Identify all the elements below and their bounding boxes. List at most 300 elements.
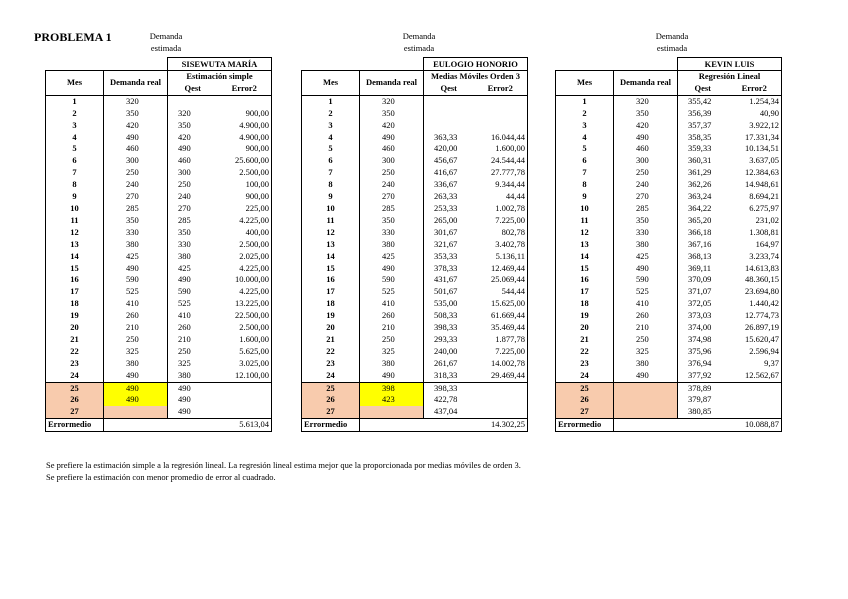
estimate-cell: 361,29	[688, 167, 712, 178]
table-row	[46, 382, 272, 394]
month-cell: 1	[556, 95, 614, 107]
estimate-cell: 325	[178, 357, 191, 368]
real-demand-cell: 590	[614, 274, 678, 286]
squared-error-cell: 900,00	[218, 143, 272, 155]
estimate-cell: 300	[178, 167, 191, 178]
table-row	[302, 286, 528, 298]
squared-error-cell: 3.025,00	[218, 358, 272, 370]
month-cell: 6	[46, 155, 104, 167]
squared-error-cell	[474, 108, 528, 120]
table-row	[556, 286, 782, 298]
estimate-cell: 490	[168, 394, 218, 406]
estimate-cell: 372,05	[688, 298, 712, 309]
responsible-name: KEVIN LUIS	[678, 58, 782, 71]
table-row	[46, 239, 272, 251]
month-cell: 24	[302, 370, 360, 382]
column-header-mes: Mes	[46, 71, 104, 96]
month-cell: 25	[46, 382, 104, 394]
estimate-cell: 250	[178, 345, 191, 356]
table-row	[302, 191, 528, 203]
month-cell: 27	[302, 406, 360, 418]
table-row	[46, 143, 272, 155]
squared-error-cell: 15.625,00	[474, 298, 528, 310]
squared-error-cell: 17.331,34	[728, 132, 782, 144]
estimate-cell: 210	[178, 333, 191, 344]
table-row	[302, 310, 528, 322]
table-row	[302, 143, 528, 155]
real-demand-cell	[104, 406, 168, 418]
table-row	[302, 346, 528, 358]
estimate-cell: 357,37	[688, 119, 712, 130]
table-row	[46, 95, 272, 107]
month-cell: 11	[556, 215, 614, 227]
month-cell: 23	[302, 358, 360, 370]
month-cell: 10	[556, 203, 614, 215]
month-cell: 7	[302, 167, 360, 179]
table-row	[556, 346, 782, 358]
table-row	[556, 227, 782, 239]
month-cell: 5	[302, 143, 360, 155]
month-cell: 23	[556, 358, 614, 370]
real-demand-cell: 320	[104, 95, 168, 107]
estimate-cell: 359,33	[688, 143, 712, 154]
forecast-table	[45, 57, 272, 432]
estimate-cell: 240	[178, 191, 191, 202]
month-cell: 20	[302, 322, 360, 334]
forecast-table	[301, 57, 528, 432]
month-cell: 7	[46, 167, 104, 179]
month-cell: 16	[46, 274, 104, 286]
real-demand-cell: 380	[360, 358, 424, 370]
error-medio-label: Errormedio	[46, 419, 104, 432]
table-row	[556, 95, 782, 107]
table-row	[556, 370, 782, 382]
table-row	[302, 358, 528, 370]
month-cell: 8	[302, 179, 360, 191]
demanda-estimada-caption: Demanda	[402, 31, 436, 41]
squared-error-cell: 3.922,12	[728, 120, 782, 132]
method-label: Estimación simple	[168, 71, 272, 83]
table-row	[46, 358, 272, 370]
squared-error-cell: 13.225,00	[218, 298, 272, 310]
squared-error-cell: 24.544,44	[474, 155, 528, 167]
real-demand-cell: 260	[104, 310, 168, 322]
table-row	[302, 298, 528, 310]
real-demand-cell: 250	[360, 334, 424, 346]
month-cell: 12	[302, 227, 360, 239]
table-row	[302, 382, 528, 394]
month-cell: 4	[556, 132, 614, 144]
squared-error-cell: 3.233,74	[728, 251, 782, 263]
month-cell: 1	[46, 95, 104, 107]
squared-error-cell: 6.275,97	[728, 203, 782, 215]
month-cell: 2	[302, 108, 360, 120]
table-row	[302, 167, 528, 179]
real-demand-cell: 300	[360, 155, 424, 167]
estimate-cell	[168, 95, 218, 107]
squared-error-cell: 10.134,51	[728, 143, 782, 155]
estimate-cell: 490	[168, 382, 218, 394]
real-demand-cell: 460	[360, 143, 424, 155]
table-row	[302, 239, 528, 251]
table-row	[46, 203, 272, 215]
column-header-qest: Qest	[424, 83, 474, 95]
table-row	[302, 370, 528, 382]
month-cell: 21	[556, 334, 614, 346]
table-row	[302, 274, 528, 286]
squared-error-cell: 26.897,19	[728, 322, 782, 334]
estimate-cell: 420,00	[434, 143, 458, 154]
table-row	[302, 120, 528, 132]
squared-error-cell: 5.625,00	[218, 346, 272, 358]
estimate-cell: 501,67	[434, 286, 458, 297]
column-header-qest: Qest	[168, 83, 218, 95]
table-row	[46, 251, 272, 263]
squared-error-cell: 100,00	[218, 179, 272, 191]
month-cell: 13	[302, 239, 360, 251]
table-row	[556, 203, 782, 215]
squared-error-cell: 15.620,47	[728, 334, 782, 346]
estimate-cell: 355,42	[688, 95, 712, 106]
squared-error-cell	[728, 394, 782, 406]
real-demand-cell: 525	[360, 286, 424, 298]
table-row	[556, 143, 782, 155]
column-header-demanda-real: Demanda real	[104, 71, 168, 96]
real-demand-cell: 490	[104, 370, 168, 382]
real-demand-cell: 425	[614, 251, 678, 263]
month-cell: 13	[46, 239, 104, 251]
estimate-cell: 410	[178, 310, 191, 321]
demanda-estimada-caption: estimada	[656, 43, 688, 53]
real-demand-cell: 420	[360, 120, 424, 132]
estimate-cell: 590	[178, 286, 191, 297]
estimate-cell: 369,11	[688, 262, 712, 273]
error-medio-label: Errormedio	[556, 419, 614, 432]
squared-error-cell	[218, 406, 272, 418]
month-cell: 2	[46, 108, 104, 120]
month-cell: 3	[46, 120, 104, 132]
real-demand-cell: 300	[614, 155, 678, 167]
real-demand-cell: 260	[614, 310, 678, 322]
real-demand-cell: 350	[104, 215, 168, 227]
table-row	[556, 358, 782, 370]
month-cell: 11	[302, 215, 360, 227]
month-cell: 10	[46, 203, 104, 215]
real-demand-cell: 425	[104, 251, 168, 263]
forecast-table	[555, 57, 782, 432]
estimate-cell: 368,13	[688, 250, 712, 261]
table-row	[302, 95, 528, 107]
real-demand-cell: 250	[360, 167, 424, 179]
squared-error-cell: 44,44	[474, 191, 528, 203]
squared-error-cell	[728, 406, 782, 418]
estimate-cell: 263,33	[434, 191, 458, 202]
column-header-qest: Qest	[678, 83, 728, 95]
estimate-cell: 371,07	[688, 286, 712, 297]
estimate-cell: 378,89	[678, 382, 728, 394]
estimate-cell: 377,92	[688, 369, 712, 380]
table-row	[556, 251, 782, 263]
month-cell: 21	[302, 334, 360, 346]
table-row	[302, 155, 528, 167]
estimate-cell: 358,35	[688, 131, 712, 142]
squared-error-cell: 2.500,00	[218, 167, 272, 179]
squared-error-cell: 12.774,73	[728, 310, 782, 322]
squared-error-cell: 22.500,00	[218, 310, 272, 322]
squared-error-cell	[474, 394, 528, 406]
real-demand-cell: 320	[614, 95, 678, 107]
squared-error-cell: 1.877,78	[474, 334, 528, 346]
estimate-cell: 285	[178, 214, 191, 225]
real-demand-cell: 410	[360, 298, 424, 310]
month-cell: 24	[556, 370, 614, 382]
error-medio-value: 10.088,87	[728, 419, 782, 432]
squared-error-cell: 1.254,34	[728, 95, 782, 107]
squared-error-cell	[474, 120, 528, 132]
month-cell: 18	[302, 298, 360, 310]
real-demand-cell: 525	[614, 286, 678, 298]
real-demand-cell: 210	[104, 322, 168, 334]
estimate-cell: 350	[178, 119, 191, 130]
estimate-cell: 425	[178, 262, 191, 273]
method-label: Medias Móviles Orden 3	[424, 71, 528, 83]
estimate-cell	[424, 95, 474, 107]
estimate-cell: 431,67	[434, 274, 458, 285]
real-demand-cell: 325	[614, 346, 678, 358]
real-demand-cell: 410	[614, 298, 678, 310]
estimate-cell: 370,09	[688, 274, 712, 285]
table-row	[46, 274, 272, 286]
real-demand-cell: 250	[614, 167, 678, 179]
table-row	[556, 179, 782, 191]
month-cell: 7	[556, 167, 614, 179]
real-demand-cell: 380	[104, 239, 168, 251]
estimate-cell: 240,00	[434, 345, 458, 356]
month-cell: 4	[302, 132, 360, 144]
squared-error-cell: 40,90	[728, 108, 782, 120]
real-demand-cell: 380	[104, 358, 168, 370]
table-row	[556, 322, 782, 334]
squared-error-cell: 4.225,00	[218, 215, 272, 227]
table-row	[556, 239, 782, 251]
real-demand-cell: 240	[614, 179, 678, 191]
estimate-cell: 363,24	[688, 191, 712, 202]
table-row	[46, 155, 272, 167]
squared-error-cell: 4.225,00	[218, 286, 272, 298]
real-demand-cell: 380	[614, 358, 678, 370]
real-demand-cell: 285	[360, 203, 424, 215]
table-row	[302, 215, 528, 227]
real-demand-cell: 325	[104, 346, 168, 358]
squared-error-cell: 27.777,78	[474, 167, 528, 179]
estimate-cell: 336,67	[434, 179, 458, 190]
squared-error-cell	[218, 394, 272, 406]
estimate-cell: 398,33	[424, 382, 474, 394]
squared-error-cell: 14.002,78	[474, 358, 528, 370]
table-row	[302, 132, 528, 144]
real-demand-cell: 210	[614, 322, 678, 334]
estimate-cell: 261,67	[434, 357, 458, 368]
squared-error-cell	[474, 406, 528, 418]
column-header-error2: Error2	[218, 83, 272, 95]
squared-error-cell: 1.002,78	[474, 203, 528, 215]
table-row	[46, 310, 272, 322]
squared-error-cell: 23.694,80	[728, 286, 782, 298]
month-cell: 23	[46, 358, 104, 370]
real-demand-cell: 490	[360, 132, 424, 144]
month-cell: 17	[302, 286, 360, 298]
column-header-error2: Error2	[474, 83, 528, 95]
estimate-cell: 508,33	[434, 310, 458, 321]
estimate-cell: 260	[178, 322, 191, 333]
month-cell: 15	[46, 263, 104, 275]
real-demand-cell	[614, 406, 678, 418]
table-row	[556, 274, 782, 286]
estimate-cell: 380,85	[678, 406, 728, 418]
estimate-cell: 420	[178, 131, 191, 142]
squared-error-cell: 9,37	[728, 358, 782, 370]
table-row	[46, 370, 272, 382]
month-cell: 11	[46, 215, 104, 227]
real-demand-cell: 490	[104, 263, 168, 275]
conclusion-note-1: Se prefiere la estimación simple a la regresión lineal. La regresión lineal estima mejor que la proporcionada por medias móviles de orden 3.	[46, 460, 521, 470]
estimate-cell: 301,67	[434, 226, 458, 237]
real-demand-cell: 460	[614, 143, 678, 155]
squared-error-cell: 4.900,00	[218, 132, 272, 144]
month-cell: 26	[302, 394, 360, 406]
squared-error-cell: 25.600,00	[218, 155, 272, 167]
month-cell: 17	[556, 286, 614, 298]
responsible-name: EULOGIO HONORIO	[424, 58, 528, 71]
real-demand-cell: 525	[104, 286, 168, 298]
squared-error-cell: 1.600,00	[218, 334, 272, 346]
month-cell: 9	[556, 191, 614, 203]
demanda-estimada-caption: estimada	[150, 43, 182, 53]
real-demand-cell: 398	[360, 382, 424, 394]
month-cell: 3	[556, 120, 614, 132]
real-demand-cell: 590	[104, 274, 168, 286]
table-row	[302, 322, 528, 334]
real-demand-cell: 350	[104, 108, 168, 120]
error-medio-value: 14.302,25	[474, 419, 528, 432]
squared-error-cell: 900,00	[218, 191, 272, 203]
real-demand-cell: 350	[360, 215, 424, 227]
month-cell: 17	[46, 286, 104, 298]
table-row	[556, 191, 782, 203]
estimate-cell: 320	[178, 107, 191, 118]
table-row	[302, 251, 528, 263]
table-row	[556, 394, 782, 406]
month-cell: 3	[302, 120, 360, 132]
estimate-cell: 362,26	[688, 179, 712, 190]
squared-error-cell: 231,02	[728, 215, 782, 227]
estimate-cell	[424, 120, 474, 132]
estimate-cell: 321,67	[434, 238, 458, 249]
table-row	[556, 215, 782, 227]
table-row	[556, 334, 782, 346]
squared-error-cell: 12.100,00	[218, 370, 272, 382]
month-cell: 22	[302, 346, 360, 358]
table-row	[46, 298, 272, 310]
month-cell: 27	[46, 406, 104, 418]
demanda-estimada-caption: Demanda	[655, 31, 689, 41]
squared-error-cell	[474, 95, 528, 107]
estimate-cell: 375,96	[688, 345, 712, 356]
squared-error-cell: 900,00	[218, 108, 272, 120]
estimate-cell: 318,33	[434, 369, 458, 380]
squared-error-cell	[728, 382, 782, 394]
table-row	[46, 406, 272, 418]
real-demand-cell: 590	[360, 274, 424, 286]
table-row	[46, 108, 272, 120]
squared-error-cell: 3.637,05	[728, 155, 782, 167]
table-row	[46, 322, 272, 334]
table-row	[556, 406, 782, 418]
real-demand-cell: 250	[104, 167, 168, 179]
estimate-cell: 437,04	[424, 406, 474, 418]
real-demand-cell: 423	[360, 394, 424, 406]
month-cell: 16	[556, 274, 614, 286]
month-cell: 25	[302, 382, 360, 394]
estimate-cell: 367,16	[688, 238, 712, 249]
real-demand-cell: 330	[104, 227, 168, 239]
squared-error-cell: 1.440,42	[728, 298, 782, 310]
table-row	[46, 227, 272, 239]
column-header-demanda-real: Demanda real	[614, 71, 678, 96]
month-cell: 21	[46, 334, 104, 346]
real-demand-cell: 300	[104, 155, 168, 167]
squared-error-cell: 12.469,44	[474, 263, 528, 275]
squared-error-cell	[218, 95, 272, 107]
month-cell: 26	[556, 394, 614, 406]
month-cell: 27	[556, 406, 614, 418]
month-cell: 8	[556, 179, 614, 191]
table-row	[302, 263, 528, 275]
real-demand-cell: 410	[104, 298, 168, 310]
table-row	[46, 132, 272, 144]
responsible-name: SISEWUTA MARÍA	[168, 58, 272, 71]
table-row	[556, 155, 782, 167]
real-demand-cell: 330	[614, 227, 678, 239]
estimate-cell: 356,39	[688, 107, 712, 118]
estimate-cell: 330	[178, 238, 191, 249]
squared-error-cell	[218, 382, 272, 394]
month-cell: 18	[556, 298, 614, 310]
squared-error-cell: 164,97	[728, 239, 782, 251]
estimate-cell	[424, 108, 474, 120]
table-row	[302, 406, 528, 418]
estimate-cell: 380	[178, 369, 191, 380]
estimate-cell: 250	[178, 179, 191, 190]
squared-error-cell: 14.948,61	[728, 179, 782, 191]
real-demand-cell: 425	[360, 251, 424, 263]
squared-error-cell: 61.669,44	[474, 310, 528, 322]
real-demand-cell: 325	[360, 346, 424, 358]
squared-error-cell: 12.562,67	[728, 370, 782, 382]
squared-error-cell: 29.469,44	[474, 370, 528, 382]
month-cell: 10	[302, 203, 360, 215]
estimate-cell: 374,98	[688, 333, 712, 344]
squared-error-cell: 2.596,94	[728, 346, 782, 358]
month-cell: 20	[46, 322, 104, 334]
squared-error-cell: 4.900,00	[218, 120, 272, 132]
real-demand-cell: 380	[360, 239, 424, 251]
table-row	[556, 108, 782, 120]
month-cell: 19	[302, 310, 360, 322]
real-demand-cell	[360, 406, 424, 418]
squared-error-cell: 12.384,63	[728, 167, 782, 179]
month-cell: 16	[302, 274, 360, 286]
